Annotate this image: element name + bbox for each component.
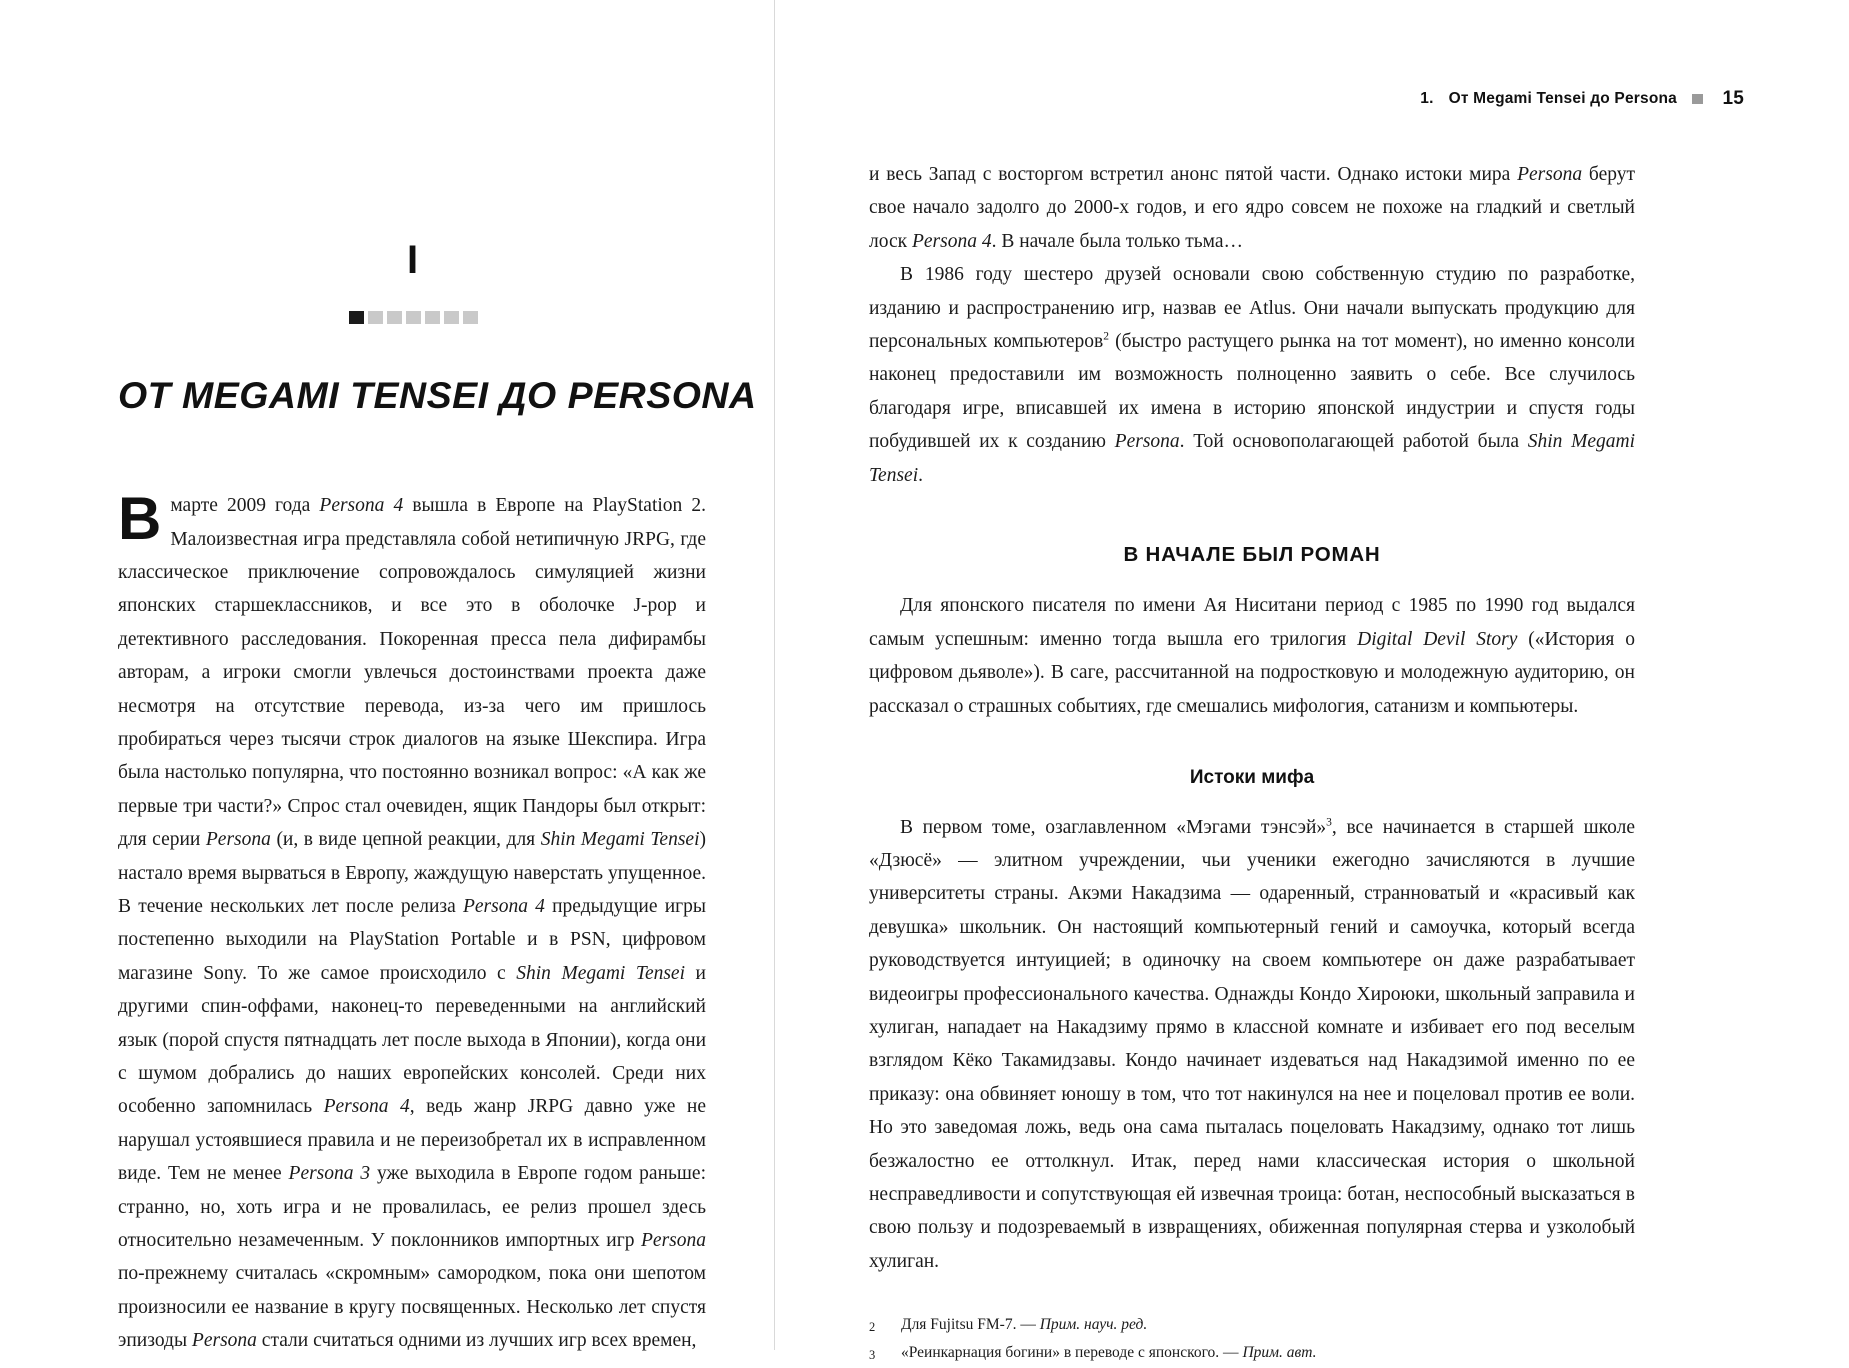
- left-page-body-text: [118, 485, 707, 1358]
- right-page: [774, 0, 1849, 1363]
- page-number: 15: [1722, 88, 1744, 109]
- drop-cap: В: [118, 485, 162, 553]
- square-rule-ornament: [118, 311, 708, 324]
- right-page-body-text: [869, 158, 1635, 1368]
- running-head: [774, 0, 1849, 110]
- rule-square: [406, 311, 421, 324]
- rule-square: [387, 311, 402, 324]
- section-paragraph: Для японского писателя по имени Ая Ниситани период с 1985 по 1990 год выдался самым успешным: именно тогда вышла его трилогия Digital Devil Story («История о цифровом дьяволе»). В саге, рассчитанной на подростковую и молодежную аудиторию, он рассказал о страшных событиях, где смешались мифология, сатанизм и компьютеры.: [869, 595, 1635, 717]
- chapter-opener: [118, 0, 757, 417]
- running-head-square-icon: [1692, 94, 1703, 104]
- running-head-chapter-title: От Megami Tensei до Persona: [1448, 90, 1677, 107]
- rule-square: [463, 311, 478, 324]
- chapter-number: I: [406, 238, 420, 282]
- footnote-text: Для Fujitsu FM-7. — Прим. науч. ред.: [901, 1316, 1148, 1334]
- body-paragraph: В 1986 году шестеро друзей основали свою собственную студию по разработке, изданию и распространению игр, назвав ее Atlus. Они начали выпускать продукцию для персональных компьютеров$^2$ (быстро растущего рынка на тот момент), но именно консоли наконец предоставили им возможность полноценно заявить о себе. Все случилось благодаря игре, вписавшей их имена в историю японской индустрии и спустя годы побудившей их к созданию Persona. Той основополагающей работой была Shin Megami Tensei.: [869, 264, 1635, 486]
- opening-paragraph-text: марте 2009 года Persona 4 вышла в Европе на PlayStation 2. Малоизвестная игра представляла собой нетипичную JRPG, где классическое приключение сопровождалось симуляцией жизни японских старшеклассников, и все это в оболочке J-pop и детективного расследования. Покоренная пресса пела дифирамбы авторам, а игроки смогли увлечься достоинствами проекта даже несмотря на отсутствие перевода, из-за чего им пришлось пробираться через тысячи строк диалогов на языке Шекспира. Игра была настолько популярна, что постоянно возникал вопрос: «А как же первые три части?» Спрос стал очевиден, ящик Пандоры был открыт: для серии Persona (и, в виде цепной реакции, для Shin Megami Tensei) настало время вырваться в Европу, жаждущую наверстать упущенное. В течение нескольких лет после релиза Persona 4 предыдущие игры постепенно выходили на PlayStation Portable и в PSN, цифровом магазине Sony. То же самое происходило с Shin Megami Tensei и другими спин-оффами, наконец-то переведенными на английский язык (порой спустя пятнадцать лет после выхода в Японии), когда они с шумом добрались до наших европейских консолей. Среди них особенно запомнилась Persona 4, ведь жанр JRPG давно уже не нарушал устоявшиеся правила и не переизобретал их в исправленном виде. Тем не менее Persona 3 уже выходила в Европе годом раньше: странно, но, хоть игра и не провалилась, ее релиз прошел здесь относительно незамеченным. У поклонников импортных игр Persona по-прежнему считалась «скромным» самородком, пока они шепотом произносили ее название в кругу посвященных. Несколько лет спустя эпизоды Persona стали считаться одними из лучших игр всех времен,: [118, 495, 707, 1352]
- chapter-title: ОТ MEGAMI TENSEI ДО PERSONA: [118, 374, 757, 416]
- left-page: [0, 0, 774, 1350]
- running-head-chapter-number: 1.: [1420, 90, 1434, 107]
- footnote: [869, 1340, 1635, 1368]
- continuation-paragraph: и весь Запад с восторгом встретил анонс пятой части. Однако истоки мира Persona берут свое начало задолго до 2000-х годов, и его ядро совсем не похоже на гладкий и светлый лоск Persona 4. В начале была только тьма…: [869, 164, 1635, 252]
- rule-square: [368, 311, 383, 324]
- footnote-text: «Реинкарнация богини» в переводе с японского. — Прим. авт.: [901, 1344, 1317, 1362]
- footnotes-block: [869, 1306, 1635, 1368]
- sub-heading: Истоки мифа: [1189, 767, 1315, 789]
- rule-square: [349, 311, 364, 324]
- section-heading: В НАЧАЛЕ БЫЛ РОМАН: [1123, 543, 1381, 567]
- opening-paragraph: [118, 485, 707, 1358]
- footnote-marker: 3: [869, 1348, 876, 1363]
- sub-section-paragraph: В первом томе, озаглавленном «Мэгами тэнсэй»$^3$, все начинается в старшей школе «Дзюсё» — элитном учреждении, чьи ученики ежегодно зачисляются в лучшие университеты страны. Акэми Накадзима — одаренный, странноватый и «красивый как девушка» школьник. Он настоящий компьютерный гений и самоучка, который всегда руководствуется интуицией; в одиночку на своем компьютере он даже разрабатывает видеоигры профессионального качества. Однажды Кондо Хироюки, школьный заправила и хулиган, нападает на Накадзиму прямо в классной комнате и избивает его под веселым взглядом Кёко Такамидзавы. Кондо начинает издеваться над Накадзимой именно по ее приказу: она обвиняет юношу в том, что тот накинулся на нее и поцеловал против ее воли. Но это заведомая ложь, ведь она сама пыталась поцеловать Накадзиму, однако тот лишь безжалостно ее оттолкнул. Итак, перед нами классическая история о школьной несправедливости и сопутствующая ей извечная троица: ботан, неспособный высказаться в свою пользу и подозреваемый в извращениях, обиженная популярная стерва и узколобый хулиган.: [869, 816, 1635, 1272]
- rule-square: [425, 311, 440, 324]
- footnote: [869, 1312, 1635, 1340]
- footnote-marker: 2: [869, 1320, 876, 1335]
- rule-square: [444, 311, 459, 324]
